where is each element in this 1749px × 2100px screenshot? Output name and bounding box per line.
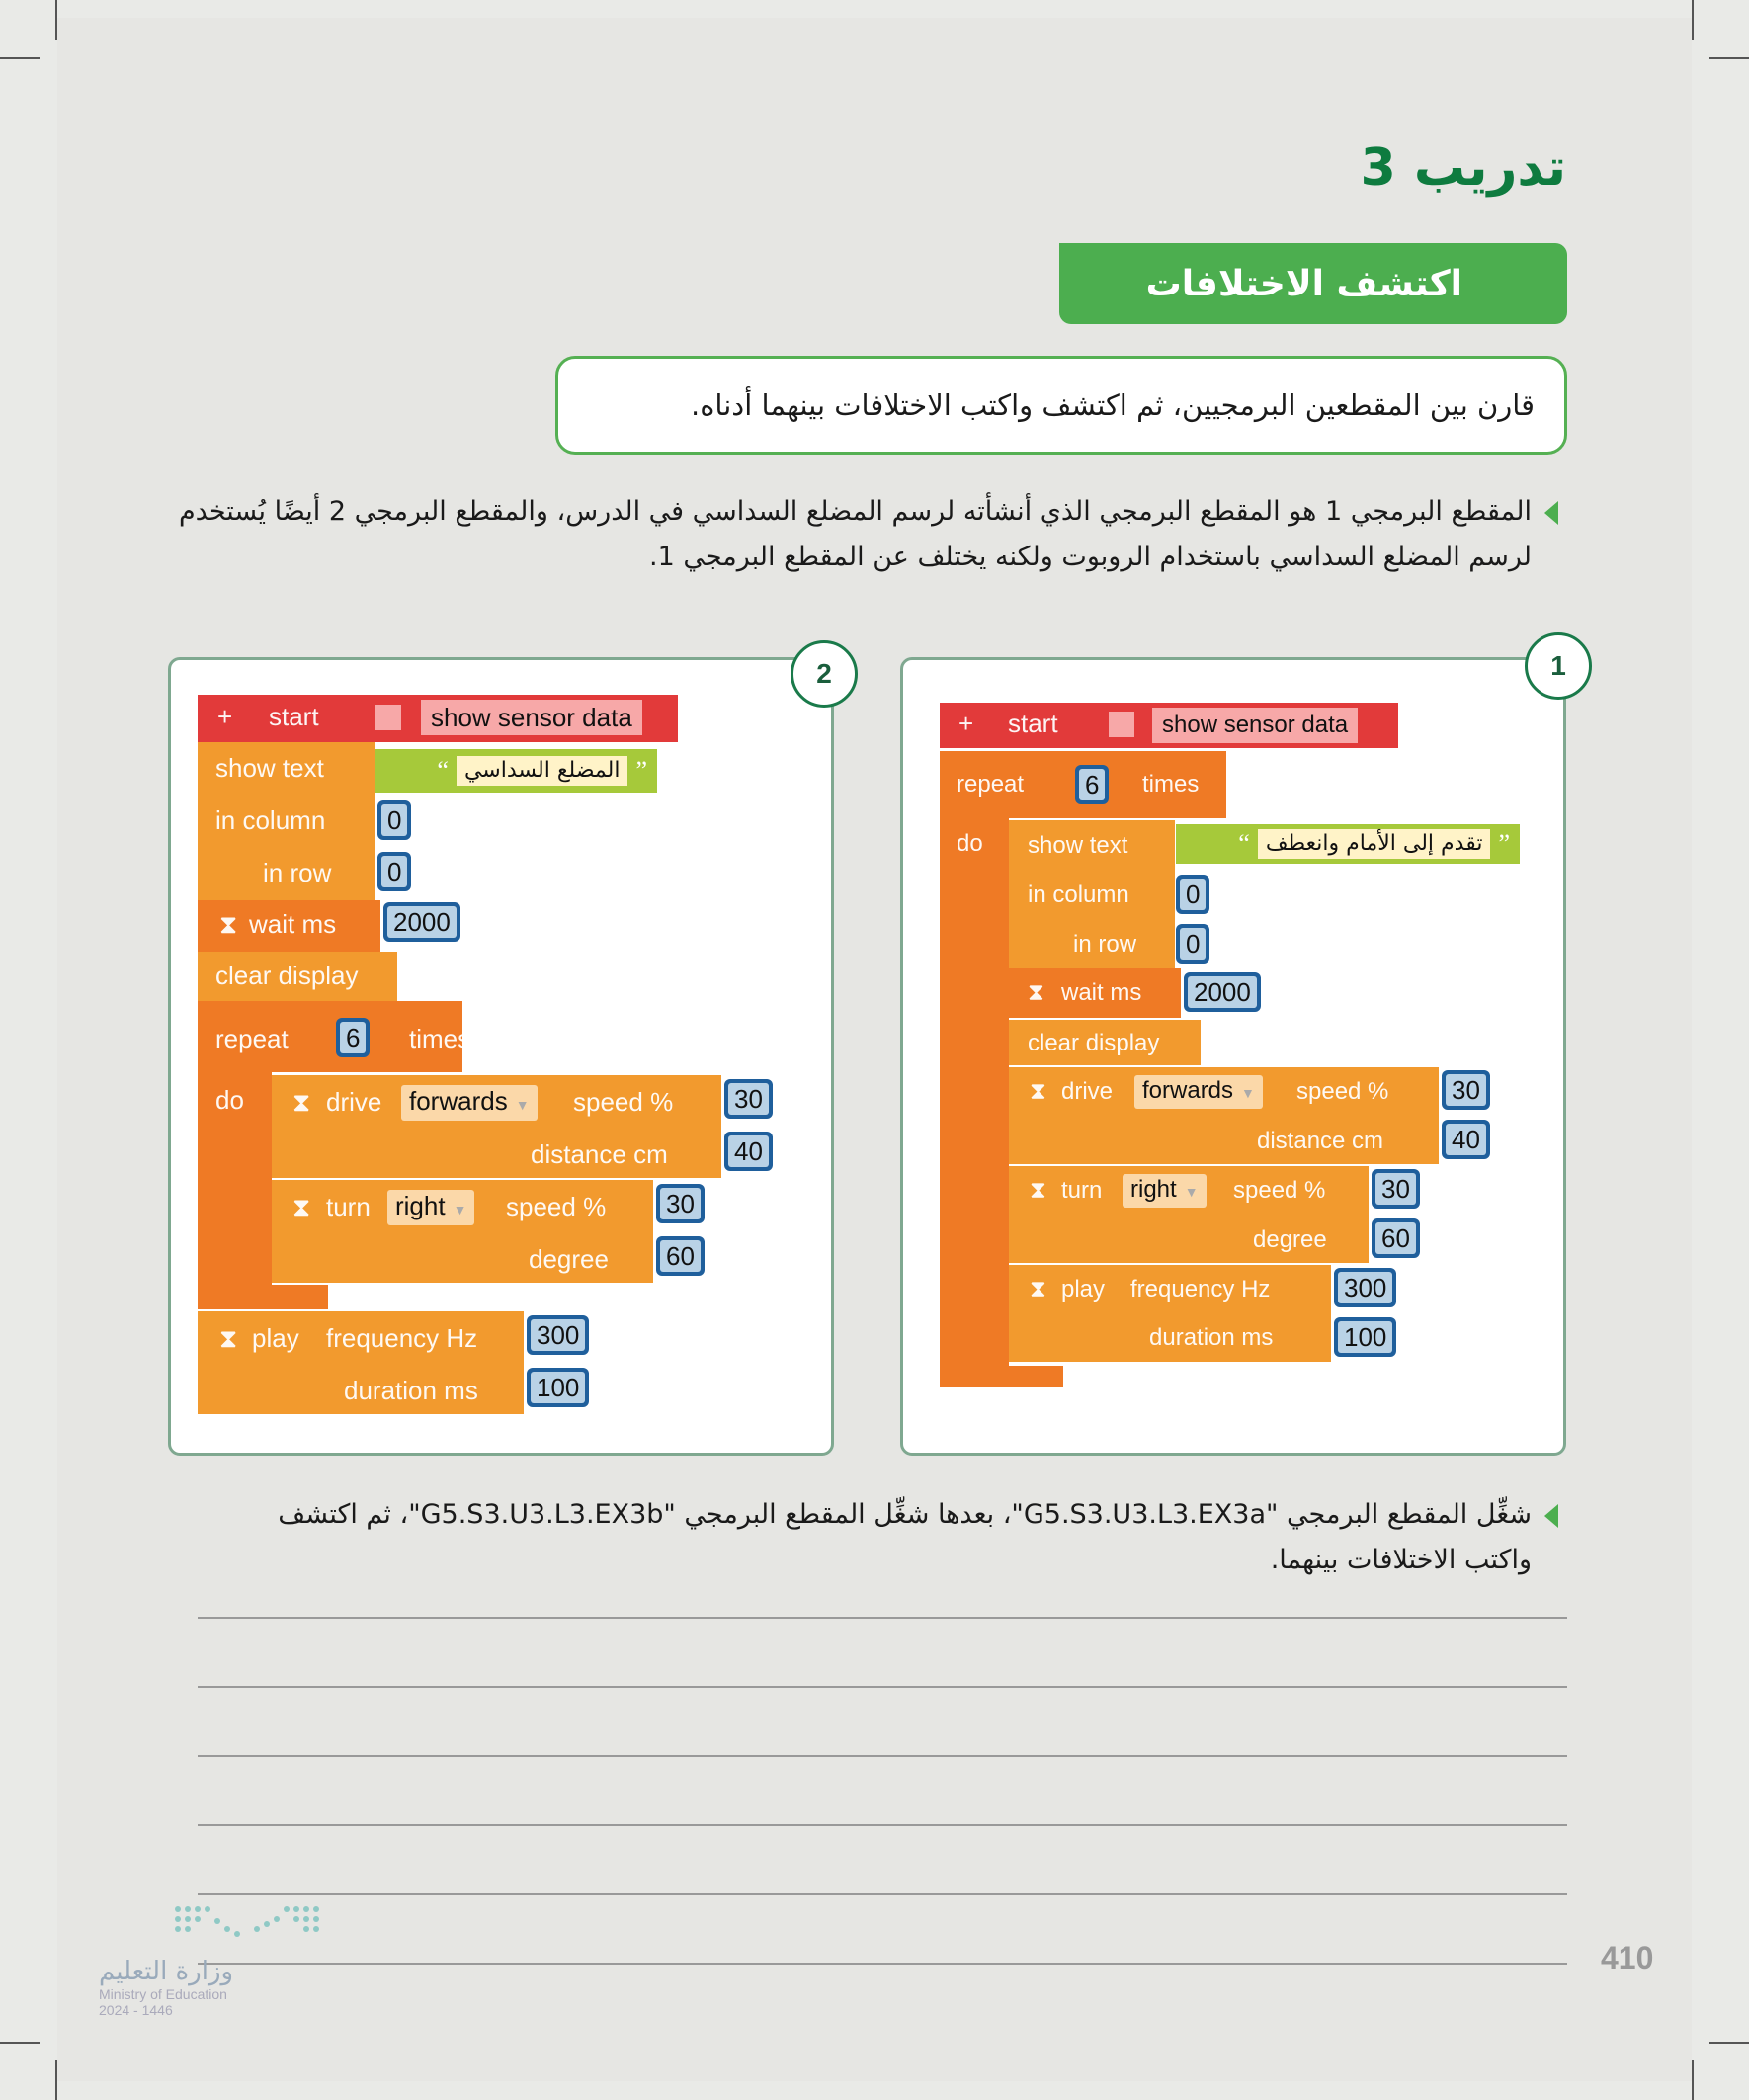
- duration-slot: [527, 1368, 589, 1407]
- answer-line[interactable]: [198, 1755, 1567, 1757]
- direction-value: forwards: [409, 1086, 508, 1116]
- banner-text: اكتشف الاختلافات: [1145, 263, 1462, 304]
- drive-speed-slot: [724, 1079, 773, 1119]
- turn-speed-slot: [656, 1184, 705, 1223]
- badge-1: 1: [1525, 632, 1592, 700]
- direction-dropdown[interactable]: [1134, 1075, 1263, 1109]
- speed-label: speed %: [1233, 1177, 1326, 1204]
- bullet-icon: [1544, 501, 1558, 525]
- repeat-body: [940, 818, 1009, 1386]
- distance-slot: [724, 1132, 773, 1171]
- checkbox-icon: [1109, 712, 1134, 737]
- in-row-label: in row: [263, 858, 332, 887]
- wait-label: wait ms: [249, 909, 337, 939]
- text-value-block: [1176, 824, 1520, 864]
- speed-label: speed %: [573, 1087, 674, 1117]
- crop-mark: [1709, 2042, 1749, 2044]
- drive-label: drive: [326, 1087, 382, 1117]
- speed-label: speed %: [506, 1192, 607, 1221]
- times-label: times: [1142, 771, 1200, 798]
- degree-slot: [1372, 1218, 1420, 1258]
- quote-icon: ”: [1498, 829, 1510, 858]
- do-label: do: [957, 830, 983, 857]
- quote-icon: ”: [635, 756, 647, 785]
- show-text-label: show text: [1028, 832, 1128, 859]
- turn-label: turn: [326, 1192, 371, 1221]
- frequency-label: frequency Hz: [326, 1323, 478, 1353]
- badge-2: 2: [791, 640, 858, 708]
- direction-dropdown[interactable]: [401, 1085, 538, 1121]
- repeat-label: repeat: [957, 771, 1025, 798]
- start-label: start: [269, 702, 319, 731]
- repeat-value: 6: [340, 1022, 366, 1053]
- ministry-logo-icon: [168, 1899, 326, 1949]
- degree-slot: [656, 1236, 705, 1276]
- crop-mark: [1692, 2060, 1694, 2100]
- text-value: تقدم إلى الأمام وانعطف: [1258, 829, 1491, 859]
- do-label: do: [215, 1085, 244, 1115]
- column-slot: [1176, 875, 1209, 914]
- times-label: times: [409, 1024, 471, 1053]
- ministry-name-en: Ministry of Education: [99, 1986, 227, 2002]
- crop-mark: [1692, 0, 1694, 40]
- in-column-label: in column: [1028, 882, 1129, 908]
- bullet-icon: [1544, 1504, 1558, 1528]
- turn-dropdown[interactable]: [387, 1190, 474, 1225]
- repeat-slot: [1075, 765, 1109, 804]
- section-banner: [1059, 243, 1567, 324]
- instruction-text: قارن بين المقطعين البرمجيين، ثم اكتشف واكتب الاختلافات بينهما أدناه.: [690, 388, 1535, 422]
- start-label: start: [1008, 709, 1058, 738]
- dropdown-arrow-icon: ▼: [1241, 1085, 1255, 1101]
- answer-line[interactable]: [198, 1617, 1567, 1619]
- answer-line[interactable]: [198, 1963, 1567, 1965]
- repeat-slot: [336, 1018, 370, 1057]
- distance-value: 40: [1446, 1124, 1486, 1155]
- hourglass-icon: ⧗: [1030, 1276, 1046, 1302]
- play-label: play: [1061, 1276, 1106, 1302]
- degree-value: 60: [660, 1240, 701, 1272]
- repeat-footer: [940, 1366, 1063, 1387]
- clear-display-label: clear display: [1028, 1030, 1160, 1056]
- wait-value: 2000: [387, 906, 457, 938]
- speed-label: speed %: [1296, 1078, 1389, 1105]
- wait-label: wait ms: [1061, 979, 1142, 1006]
- paragraph-1-line-2: لرسم المضلع السداسي باستخدام الروبوت ولكنه يختلف عن المقطع البرمجي 1.: [649, 542, 1532, 572]
- hourglass-icon: ⧗: [1030, 1177, 1046, 1204]
- show-sensor-label: show sensor data: [1152, 708, 1358, 743]
- drive-speed-value: 30: [728, 1083, 769, 1115]
- turn-speed-value: 30: [660, 1188, 701, 1219]
- frequency-slot: [527, 1315, 589, 1355]
- ministry-year: 2024 - 1446: [99, 2002, 173, 2018]
- duration-value: 100: [531, 1372, 585, 1403]
- play-label: play: [252, 1323, 299, 1353]
- hourglass-icon: ⧗: [219, 909, 238, 939]
- wait-value: 2000: [1188, 976, 1257, 1008]
- plus-icon: +: [958, 709, 974, 738]
- answer-line[interactable]: [198, 1824, 1567, 1826]
- in-column-label: in column: [215, 805, 326, 835]
- checkbox-icon: [375, 705, 401, 730]
- crop-mark: [55, 2060, 57, 2100]
- answer-line[interactable]: [198, 1893, 1567, 1895]
- hourglass-icon: ⧗: [1030, 1078, 1046, 1105]
- paragraph-1-line-1: المقطع البرمجي 1 هو المقطع البرمجي الذي أنشأته لرسم المضلع السداسي في الدرس، والمقطع البرمجي 2 أيضًا يُستخدم: [178, 496, 1532, 527]
- ministry-name-ar: وزارة التعليم: [99, 1957, 234, 1986]
- wait-slot: [1184, 972, 1261, 1012]
- row-slot: [377, 852, 411, 891]
- quote-icon: “: [1238, 829, 1250, 858]
- turn-direction-value: right: [1130, 1176, 1177, 1203]
- plus-icon: +: [217, 702, 233, 731]
- show-text-label: show text: [215, 753, 324, 783]
- repeat-footer: [198, 1285, 328, 1309]
- wait-slot: [383, 902, 460, 942]
- paragraph-2: [278, 1492, 1532, 1583]
- hourglass-icon: ⧗: [292, 1192, 311, 1221]
- dropdown-arrow-icon: ▼: [1184, 1184, 1199, 1200]
- column-value: 0: [1180, 879, 1206, 910]
- degree-label: degree: [529, 1244, 609, 1274]
- repeat-label: repeat: [215, 1024, 289, 1053]
- crop-mark: [0, 2042, 40, 2044]
- quote-icon: “: [437, 756, 449, 785]
- turn-dropdown[interactable]: [1123, 1174, 1207, 1208]
- row-slot: [1176, 924, 1209, 964]
- frequency-value: 300: [1338, 1272, 1392, 1303]
- drive-label: drive: [1061, 1078, 1114, 1105]
- drive-speed-value: 30: [1446, 1074, 1486, 1106]
- turn-label: turn: [1061, 1177, 1103, 1204]
- paragraph-1: [179, 489, 1532, 580]
- turn-speed-slot: [1372, 1169, 1420, 1209]
- clear-display-label: clear display: [215, 961, 359, 990]
- paragraph-2-line-2: واكتب الاختلافات بينهما.: [1270, 1545, 1532, 1575]
- duration-label: duration ms: [344, 1376, 478, 1405]
- direction-value: forwards: [1142, 1077, 1234, 1104]
- answer-line[interactable]: [198, 1686, 1567, 1688]
- page-title: تدريب 3: [1360, 138, 1566, 198]
- instruction-box: [555, 356, 1567, 455]
- distance-label: distance cm: [1257, 1128, 1384, 1154]
- dropdown-arrow-icon: ▼: [453, 1202, 467, 1218]
- column-slot: [377, 800, 411, 840]
- in-row-label: in row: [1073, 931, 1137, 958]
- degree-label: degree: [1253, 1226, 1327, 1253]
- page-number: 410: [1601, 1940, 1654, 1975]
- hourglass-icon: ⧗: [1028, 979, 1044, 1006]
- turn-speed-value: 30: [1375, 1173, 1416, 1205]
- show-sensor-label: show sensor data: [421, 700, 642, 735]
- crop-mark: [0, 57, 40, 59]
- degree-value: 60: [1375, 1222, 1416, 1254]
- distance-value: 40: [728, 1135, 769, 1167]
- drive-speed-slot: [1442, 1070, 1490, 1110]
- duration-label: duration ms: [1149, 1324, 1274, 1351]
- paragraph-2-line-1: شغِّل المقطع البرمجي "G5.S3.U3.L3.EX3a"، بعدها شغِّل المقطع البرمجي "G5.S3.U3.L3.EX3b"، ثم اكتشف: [278, 1499, 1532, 1530]
- frequency-slot: [1334, 1268, 1396, 1307]
- distance-label: distance cm: [531, 1139, 668, 1169]
- row-value: 0: [381, 856, 407, 887]
- column-value: 0: [381, 804, 407, 836]
- duration-value: 100: [1338, 1321, 1392, 1353]
- frequency-label: frequency Hz: [1130, 1276, 1271, 1302]
- ministry-logo: [99, 1957, 233, 2018]
- hourglass-icon: ⧗: [292, 1087, 311, 1117]
- text-value: المضلع السداسي: [457, 756, 627, 786]
- dropdown-arrow-icon: ▼: [515, 1097, 530, 1113]
- frequency-value: 300: [531, 1319, 585, 1351]
- duration-slot: [1334, 1317, 1396, 1357]
- crop-mark: [1709, 57, 1749, 59]
- row-value: 0: [1180, 928, 1206, 960]
- hourglass-icon: ⧗: [219, 1323, 238, 1353]
- distance-slot: [1442, 1120, 1490, 1159]
- text-value-block: [375, 749, 657, 793]
- turn-direction-value: right: [395, 1191, 446, 1220]
- repeat-value: 6: [1079, 769, 1105, 800]
- crop-mark: [55, 0, 57, 40]
